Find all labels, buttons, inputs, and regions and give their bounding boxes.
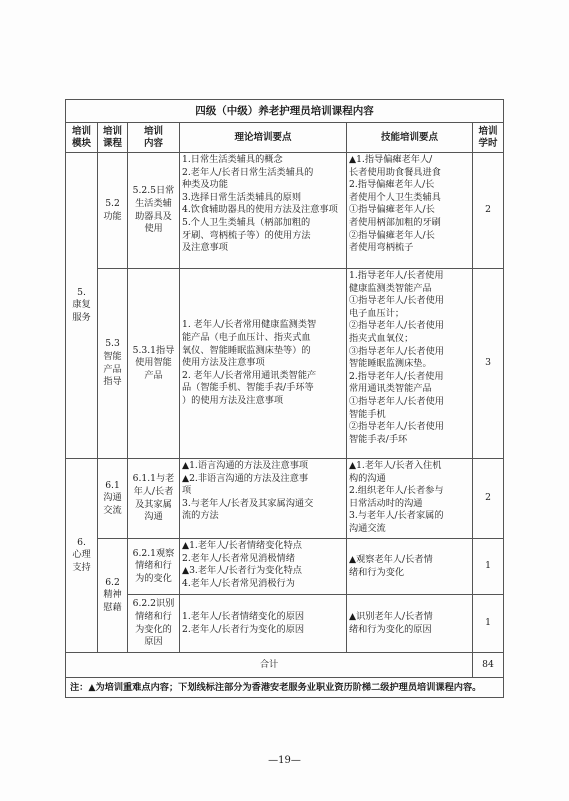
header-hours: 培训 学时: [473, 123, 504, 153]
page-number: —19—: [268, 755, 301, 766]
total-label: 合计: [66, 653, 473, 678]
course-5-2-cell: 5.2 功能: [98, 153, 128, 269]
content-6-2-2-cell: 6.2.2识别 情绪和行 为变化的 原因: [128, 595, 180, 653]
total-hours: 84: [473, 653, 504, 678]
header-course: 培训 课程: [98, 123, 128, 153]
hours-5-3-1-cell: 3: [473, 269, 504, 459]
course-6-2-cell: 6.2 精神 慰藉: [98, 539, 128, 653]
content-6-2-1-cell: 6.2.1观察 情绪和行 为的变化: [128, 539, 180, 595]
skill-6-2-2-cell: ▲识别老年人/长者情 绪和行为变化的原因: [347, 595, 473, 653]
theory-5-2-5-cell: 1.日常生活类辅具的概念 2.老年人/长者日常生活类辅具的 种类及功能 3.选择日常生活类辅具的原则 4.饮食辅助器具的使用方法及注意事项 5.个人卫生类辅具（柄部加粗的 牙刷、弯柄梳子等）的使用方法 及注意事项: [180, 153, 347, 269]
hours-6-1-1-cell: 2: [473, 459, 504, 539]
course-5-3-cell: 5.3 智能 产品 指导: [98, 269, 128, 459]
header-skill: 技能培训要点: [347, 123, 473, 153]
skill-5-2-5-cell: ▲1.指导偏瘫老年人/ 长者使用助食餐具进食 2.指导偏瘫老年人/长 者使用个人卫生类辅具 ①指导偏瘫老年人/长 者使用柄部加粗的牙刷 ②指导偏瘫老年人/长 者使用弯柄梳子: [347, 153, 473, 269]
header-content: 培训 内容: [128, 123, 180, 153]
skill-6-2-1-cell: ▲观察老年人/长者情 绪和行为变化: [347, 539, 473, 595]
content-6-1-1-cell: 6.1.1与老 年人/长者 及其家属 沟通: [128, 459, 180, 539]
skill-5-3-1-cell: 1.指导老年人/长者使用 健康监测类智能产品 ①指导老年人/长者使用 电子血压计； ②指导老年人/长者使用 指夹式血氧仪； ③指导老年人/长者使用 智能睡眠监测床垫。 2.指导老年人/长者使用 常用通讯类智能产品 ①指导老年人/长者使用 智能手机 ②指导老年人/长者使用 智能手表/手环: [347, 269, 473, 459]
theory-5-3-1-cell: 1. 老年人/长者常用健康监测类智 能产品（电子血压计、指夹式血 氧仪、智能睡眠监测床垫等）的 使用方法及注意事项 2. 老年人/长者常用通讯类智能产 品（智能手机、智能手表/手环等 ）的使用方法及注意事项: [180, 269, 347, 459]
footnote: 注：▲为培训重难点内容；下划线标注部分为香港安老服务业职业资历阶梯二级护理员培训课程内容。: [66, 678, 504, 698]
hours-6-2-2-cell: 1: [473, 595, 504, 653]
table-title: 四级（中级）养老护理员培训课程内容: [66, 100, 504, 123]
module-5-cell: 5. 康复 服务: [66, 153, 98, 459]
hours-5-2-5-cell: 2: [473, 153, 504, 269]
header-theory: 理论培训要点: [180, 123, 347, 153]
course-6-1-cell: 6.1 沟通 交流: [98, 459, 128, 539]
theory-6-2-1-cell: ▲1.老年人/长者情绪变化特点 2.老年人/长者常见消极情绪 ▲3.老年人/长者行为变化特点 4.老年人/长者常见消极行为: [180, 539, 347, 595]
training-course-table: [65, 99, 504, 698]
module-6-cell: 6. 心理 支持: [66, 459, 98, 653]
header-module: 培训 模块: [66, 123, 98, 153]
skill-6-1-1-cell: ▲1.老年人/长者入住机 构的沟通 2.组织老年人/长者参与 日常活动时的沟通 3.与老年人/长者家属的 沟通交流: [347, 459, 473, 539]
hours-6-2-1-cell: 1: [473, 539, 504, 595]
theory-6-1-1-cell: ▲1.语言沟通的方法及注意事项 ▲2.非语言沟通的方法及注意事 项 3.与老年人/长者及其家属沟通交 流的方法: [180, 459, 347, 539]
content-5-3-1-cell: 5.3.1指导 使用智能 产品: [128, 269, 180, 459]
theory-6-2-2-cell: 1.老年人/长者情绪变化的原因 2.老年人/长者行为变化的原因: [180, 595, 347, 653]
content-5-2-5-cell: 5.2.5日常 生活类辅 助器具及 使用: [128, 153, 180, 269]
